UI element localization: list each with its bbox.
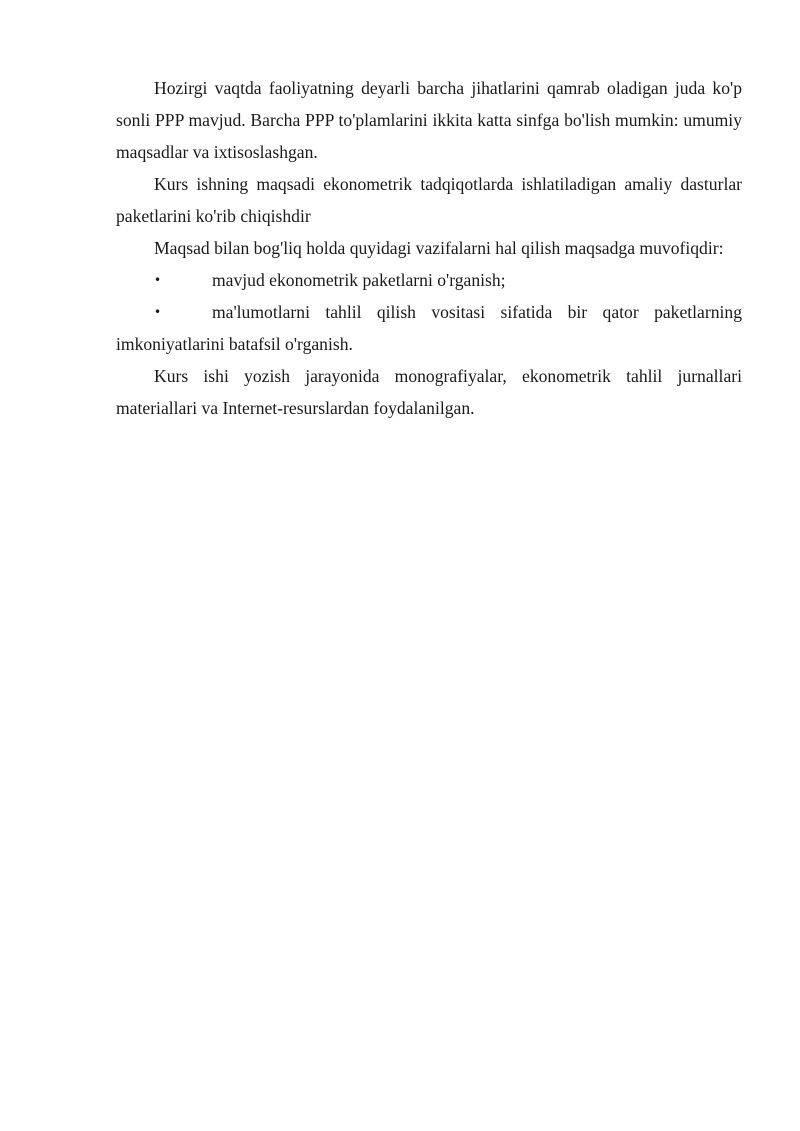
paragraph-sources: Kurs ishi yozish jarayonida monografiyalar, ekonometrik tahlil jurnallari materiallari va Internet-resurslardan foydalanilgan. (116, 366, 742, 418)
paragraph-goal: Kurs ishning maqsadi ekonometrik tadqiqotlarda ishlatiladigan amaliy dasturlar paketlarini ko'rib chiqishdir (116, 174, 742, 226)
bullet-item (116, 296, 742, 360)
paragraph-tasks-intro: Maqsad bilan bog'liq holda quyidagi vazifalarni hal qilish maqsadga muvofiqdir: (154, 238, 724, 258)
paragraph-intro: Hozirgi vaqtda faoliyatning deyarli barcha jihatlarini qamrab oladigan juda ko'p sonli PPP mavjud. Barcha PPP to'plamlarini ikkita katta sinfga bo'lish mumkin: umumiy maqsadlar va ixtisoslashgan. (116, 78, 742, 162)
document-body (116, 72, 742, 424)
bullet-icon: • (154, 305, 162, 319)
bullet-text: ma'lumotlarni tahlil qilish vositasi sifatida bir qator paketlarning imkoniyatlarini batafsil o'rganish. (116, 302, 742, 354)
bullet-text: mavjud ekonometrik paketlarni o'rganish; (212, 270, 506, 290)
bullet-item (116, 264, 742, 296)
bullet-icon: • (154, 273, 162, 287)
